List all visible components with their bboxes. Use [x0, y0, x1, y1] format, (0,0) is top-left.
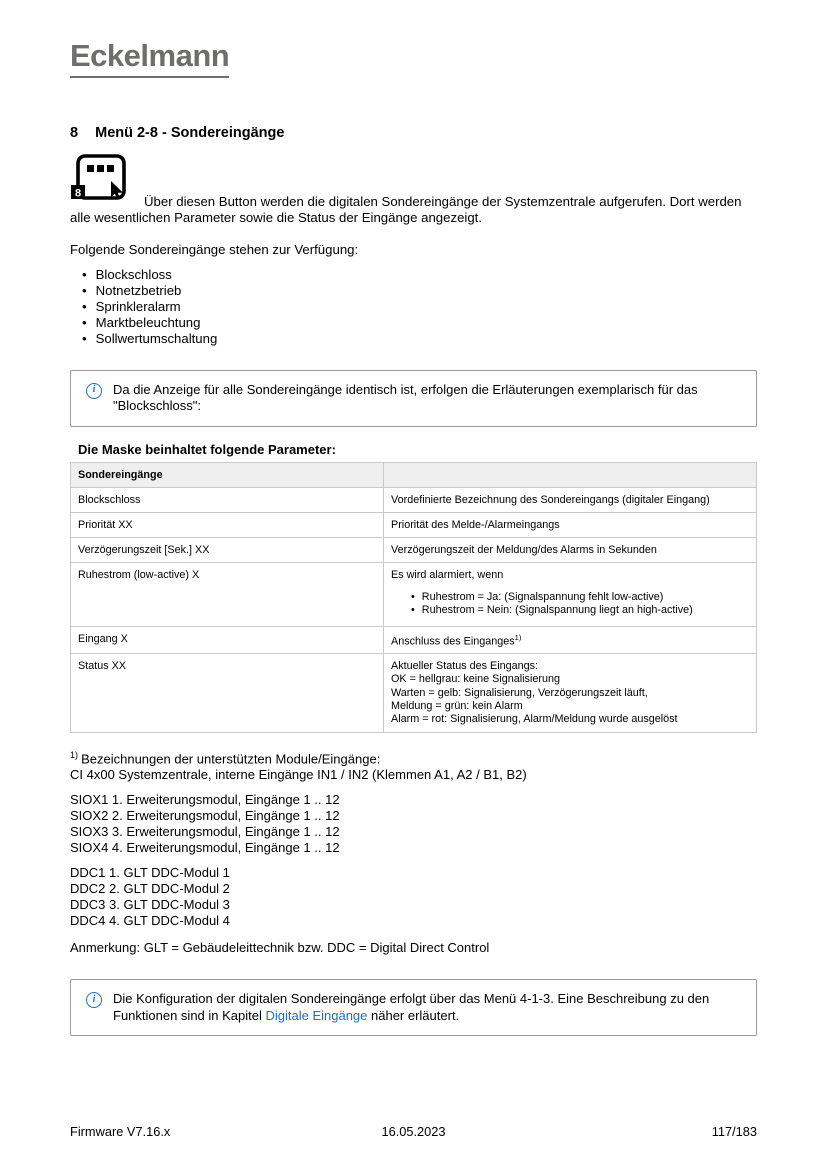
badge-8-label: 8: [74, 187, 82, 200]
header: [70, 40, 827, 78]
list-item: • Marktbeleuchtung: [82, 315, 757, 331]
module-line: SIOX2 2. Erweiterungsmodul, Eingänge 1 .. 12: [70, 808, 340, 824]
table-header-cell: Sondereingänge: [71, 462, 384, 487]
param-cell: Eingang X: [71, 626, 384, 654]
footnote-block: [70, 747, 757, 783]
status-line: OK = hellgrau: keine Signalisierung: [391, 673, 560, 686]
desc-cell: Priorität des Melde-/Alarmeingangs: [384, 512, 757, 537]
module-line: DDC4 4. GLT DDC-Modul 4: [70, 913, 230, 929]
footnote-title: Bezeichnungen der unterstützten Module/Eingänge:: [81, 751, 381, 767]
module-line: SIOX4 4. Erweiterungsmodul, Eingänge 1 .. 12: [70, 840, 340, 856]
info-icon: i: [86, 383, 102, 399]
info-note-configuration: [70, 979, 757, 1036]
menu-button-illustration: [70, 154, 757, 200]
desc-intro-line: Es wird alarmiert, wenn: [391, 568, 504, 581]
table-row: [71, 512, 757, 537]
table-row: [71, 562, 757, 626]
menu-2-8-icon: [70, 154, 132, 210]
siox-modules-block: [70, 792, 757, 856]
ddc-modules-block: [70, 865, 757, 929]
table-header-row: [71, 462, 757, 487]
page-footer: [70, 1124, 757, 1139]
desc-cell: [384, 654, 757, 733]
special-inputs-list: [70, 267, 757, 347]
table-row: [71, 654, 757, 733]
section-number: 8: [70, 124, 79, 141]
desc-cell: [384, 626, 757, 654]
footer-page-number: 117/183: [711, 1124, 757, 1139]
info-icon: i: [86, 992, 102, 1008]
status-line: Warten = gelb: Signalisierung, Verzögerungszeit läuft,: [391, 686, 648, 699]
param-cell: Verzögerungszeit [Sek.] XX: [71, 537, 384, 562]
list-item: • Sprinkleralarm: [82, 299, 757, 315]
pixel-dot-icon: [107, 165, 114, 172]
table-caption: Die Maske beinhaltet folgende Parameter:: [78, 441, 336, 457]
remark-line: Anmerkung: GLT = Gebäudeleittechnik bzw. DDC = Digital Direct Control: [70, 940, 490, 956]
table-row: [71, 487, 757, 512]
footnote-marker: 1): [70, 750, 79, 761]
eckelmann-logo: Eckelmann: [70, 40, 229, 78]
intro-paragraph: Über diesen Button werden die digitalen Sondereingänge der Systemzentrale aufgerufen. Dort werden alle wesentlichen Parameter sowie die Status der Eingänge angezeigt.: [70, 193, 742, 226]
param-cell: Blockschloss: [71, 487, 384, 512]
desc-cell: [384, 562, 757, 626]
available-inputs-line: Folgende Sondereingänge stehen zur Verfügung:: [70, 241, 359, 257]
footer-firmware: Firmware V7.16.x: [70, 1124, 171, 1139]
list-item: • Ruhestrom = Ja: (Signalspannung fehlt low-active): [411, 591, 749, 605]
desc-text: Anschluss des Einganges: [391, 635, 515, 648]
info-note-text: Da die Anzeige für alle Sondereingänge identisch ist, erfolgen die Erläuterungen exemplarisch für das "Blockschloss":: [113, 381, 698, 414]
desc-cell: Vordefinierte Bezeichnung des Sondereingangs (digitaler Eingang): [384, 487, 757, 512]
info-note-display: [70, 370, 757, 427]
module-line: SIOX1 1. Erweiterungsmodul, Eingänge 1 .. 12: [70, 792, 340, 808]
digitale-eingaenge-link[interactable]: Digitale Eingänge: [265, 1007, 368, 1023]
module-line: DDC2 2. GLT DDC-Modul 2: [70, 881, 230, 897]
table-row: [71, 626, 757, 654]
footnote-ci-line: CI 4x00 Systemzentrale, interne Eingänge IN1 / IN2 (Klemmen A1, A2 / B1, B2): [70, 767, 527, 783]
table-row: [71, 537, 757, 562]
section-title: Menü 2-8 - Sondereingänge: [95, 124, 285, 141]
page-content: [0, 124, 827, 1037]
desc-bullet-list: [391, 591, 749, 618]
module-line: SIOX3 3. Erweiterungsmodul, Eingänge 1 .. 12: [70, 824, 340, 840]
info-note-text-after: näher erläutert.: [367, 1007, 460, 1023]
pixel-dot-icon: [87, 165, 94, 172]
list-item: • Blockschloss: [82, 267, 757, 283]
list-item: • Ruhestrom = Nein: (Signalspannung liegt an high-active): [411, 604, 749, 618]
info-note-text-before: Die Konfiguration der digitalen Sondereingänge erfolgt über das Menü 4-1-3. Eine Beschreibung zu den Funktionen sind in Kapitel: [113, 991, 710, 1023]
section-heading: [70, 124, 757, 142]
module-line: DDC1 1. GLT DDC-Modul 1: [70, 865, 230, 881]
status-line: Alarm = rot: Signalisierung, Alarm/Meldung wurde ausgelöst: [391, 712, 678, 725]
list-item: • Notnetzbetrieb: [82, 283, 757, 299]
status-line: Meldung = grün: kein Alarm: [391, 699, 523, 712]
footer-date: 16.05.2023: [381, 1124, 446, 1139]
footnote-reference: 1): [514, 632, 522, 642]
footnote-title-line: [70, 747, 757, 767]
parameters-table: [70, 462, 757, 734]
param-cell: Priorität XX: [71, 512, 384, 537]
param-cell: Status XX: [71, 654, 384, 733]
param-cell: Ruhestrom (low-active) X: [71, 562, 384, 626]
desc-cell: Verzögerungszeit der Meldung/des Alarms in Sekunden: [384, 537, 757, 562]
status-line: Aktueller Status des Eingangs:: [391, 660, 539, 673]
pixel-dot-icon: [97, 165, 104, 172]
list-item: • Sollwertumschaltung: [82, 331, 757, 347]
module-line: DDC3 3. GLT DDC-Modul 3: [70, 897, 230, 913]
table-header-empty-cell: [384, 462, 757, 487]
